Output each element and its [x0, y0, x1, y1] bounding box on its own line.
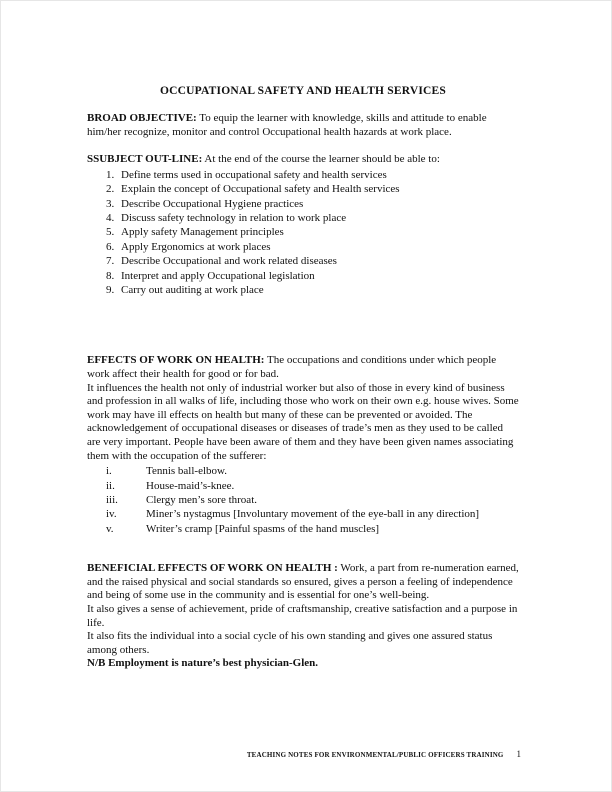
list-item-text: Clergy men’s sore throat. — [146, 494, 257, 506]
list-item — [87, 479, 519, 493]
list-item — [87, 168, 519, 182]
effects-heading: EFFECTS OF WORK ON HEALTH: — [87, 354, 265, 367]
list-item-text: Miner’s nystagmus [Involuntary movement of the eye-ball in any direction] — [146, 508, 480, 521]
list-item-number: 1. — [106, 168, 115, 181]
list-item-number: iii. — [106, 494, 118, 506]
list-item-text: Interpret and apply Occupational legislation — [121, 269, 315, 282]
beneficial-paragraph — [87, 562, 519, 603]
broad-objective-paragraph — [87, 112, 519, 139]
subject-outline-heading: SSUBJECT OUT-LINE: — [87, 153, 203, 166]
footer-text: TEACHING NOTES FOR ENVIRONMENTAL/PUBLIC OFFICERS TRAINING — [246, 751, 504, 759]
list-item-text: Carry out auditing at work place — [121, 284, 264, 297]
broad-objective-heading: BROAD OBJECTIVE: — [87, 112, 197, 124]
list-item — [87, 240, 519, 254]
list-item-text: Describe Occupational and work related diseases — [121, 255, 337, 268]
list-item-text: House-maid’s-knee. — [146, 479, 235, 492]
list-item-number: 8. — [106, 269, 115, 282]
list-item — [87, 225, 519, 239]
list-item — [87, 464, 519, 478]
page-title: OCCUPATIONAL SAFETY AND HEALTH SERVICES — [159, 85, 446, 97]
list-item-number: 7. — [106, 255, 115, 268]
list-item-number: 5. — [106, 226, 115, 239]
beneficial-note: N/B Employment is nature’s best physician-Glen. — [87, 657, 319, 670]
list-item — [87, 254, 519, 268]
list-item-text: Discuss safety technology in relation to work place — [121, 212, 347, 224]
list-item-text: Define terms used in occupational safety and health services — [121, 168, 387, 181]
list-item — [87, 269, 519, 283]
effects-paragraph — [87, 354, 519, 381]
list-item — [87, 283, 519, 297]
list-item-text: Explain the concept of Occupational safety and Health services — [121, 183, 400, 196]
list-item-number: 4. — [106, 212, 115, 224]
list-item — [87, 211, 519, 225]
list-item — [87, 507, 519, 521]
beneficial-text-1: Work, a part from re-numeration earned, and the raised physical and social standards so ensured, gives a person a feeling of independence and being of some use in the community and is essential for one’s well-being. — [87, 562, 519, 602]
list-item-number: 6. — [106, 240, 115, 253]
effects-list — [87, 464, 519, 536]
beneficial-text-3: It also fits the individual into a social cycle of his own standing and gives one assured status among others. — [87, 630, 493, 656]
list-item-text: Writer’s cramp [Painful spasms of the hand muscles] — [146, 522, 380, 535]
effects-body: It influences the health not only of industrial worker but also of those in every kind of business and profession in all walks of life, including those who work on their own e.g. house wives. Some work may have ill effects on health but many of these can be prevented or avoided. The acknowledgement of occupational diseases or diseases of trade’s men as they used to be called are very important. People have been aware of them and they have been given names associating them with the occupation of the sufferer: — [87, 381, 519, 462]
subject-outline-paragraph — [87, 153, 519, 167]
list-item-text: Describe Occupational Hygiene practices — [121, 197, 304, 210]
subject-outline-list — [87, 168, 519, 298]
list-item-number: i. — [106, 465, 112, 478]
subject-outline-intro: At the end of the course the learner should be able to: — [204, 153, 440, 166]
list-item — [87, 493, 519, 507]
list-item-number: ii. — [106, 479, 115, 492]
broad-objective-text: To equip the learner with knowledge, skills and attitude to enable him/her recognize, monitor and control Occupational health hazards at work place. — [87, 112, 487, 138]
list-item-number: 3. — [106, 197, 115, 210]
list-item-number: v. — [106, 522, 114, 535]
page-footer — [247, 749, 521, 759]
list-item-text: Apply safety Management principles — [121, 226, 284, 239]
list-item-text: Tennis ball-elbow. — [146, 465, 227, 478]
list-item-text: Apply Ergonomics at work places — [121, 240, 271, 253]
list-item-number: iv. — [106, 508, 117, 521]
page-number: 1 — [516, 749, 521, 759]
list-item-number: 9. — [106, 284, 115, 297]
beneficial-text-2: It also gives a sense of achievement, pride of craftsmanship, creative satisfaction and a purpose in life. — [87, 603, 518, 629]
list-item — [87, 522, 519, 536]
effects-intro: The occupations and conditions under which people work affect their health for good or for bad. — [87, 354, 497, 381]
beneficial-heading: BENEFICIAL EFFECTS OF WORK ON HEALTH : — [87, 562, 338, 575]
list-item — [87, 182, 519, 196]
list-item-number: 2. — [106, 183, 115, 196]
list-item — [87, 197, 519, 211]
